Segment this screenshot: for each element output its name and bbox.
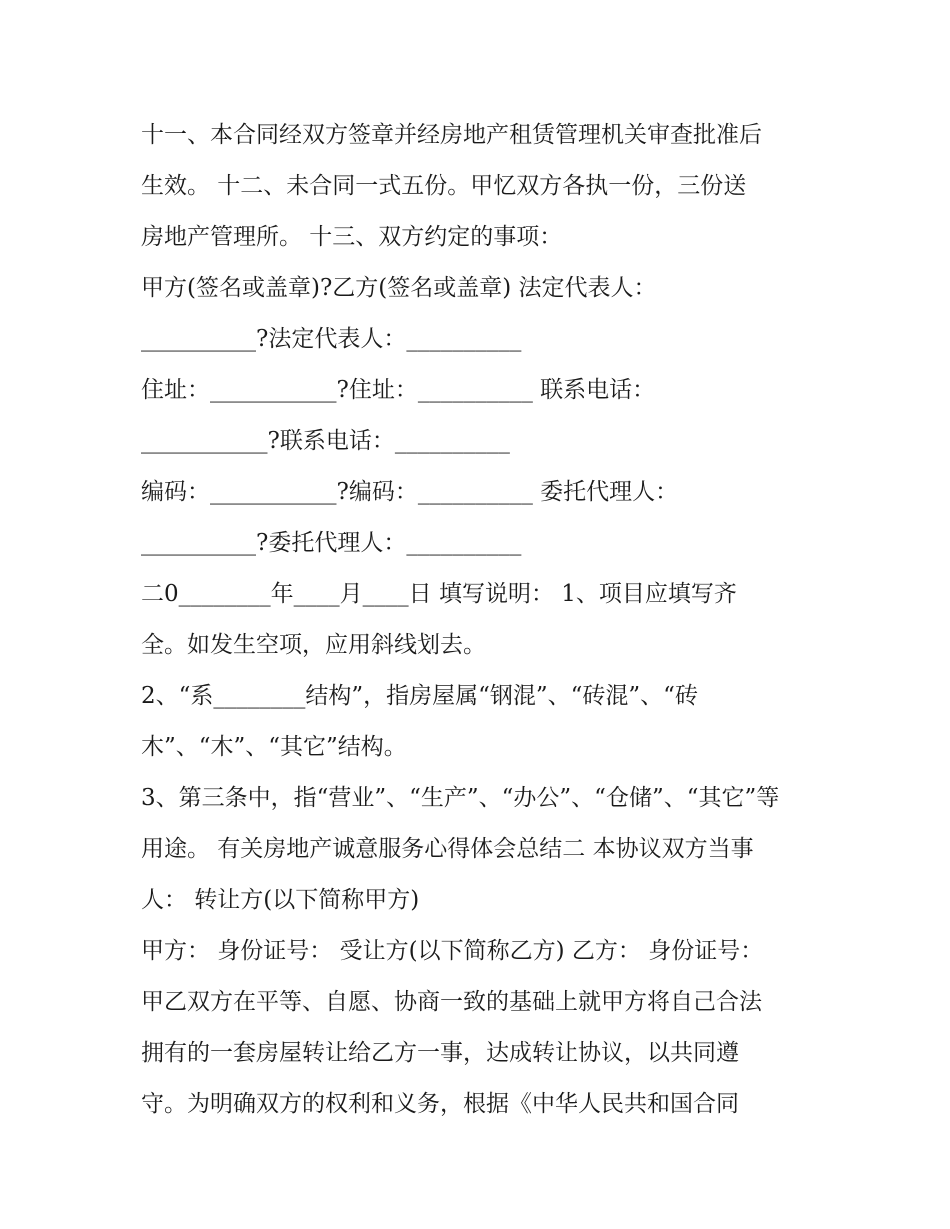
- text-line: ___________?联系电话：__________: [141, 428, 510, 454]
- text-line: __________?委托代理人：__________: [141, 530, 522, 556]
- text-line: 木”、“木”、“其它”结构。: [141, 734, 407, 760]
- text-line: 房地产管理所。 十三、双方约定的事项：: [141, 224, 563, 250]
- text-line: 甲方(签名或盖章)?乙方(签名或盖章) 法定代表人：: [141, 275, 657, 301]
- text-line: __________?法定代表人：__________: [141, 326, 522, 352]
- text-line: 守。为明确双方的权利和义务，根据《中华人民共和国合同: [141, 1091, 739, 1117]
- text-line: 3、第三条中，指“营业”、“生产”、“办公”、“仓储”、“其它”等: [141, 785, 780, 811]
- text-line: 甲乙双方在平等、自愿、协商一致的基础上就甲方将自己合法: [141, 989, 762, 1015]
- text-line: 二0________年____月____日 填写说明： 1、项目应填写齐: [141, 581, 737, 607]
- text-line: 甲方： 身份证号： 受让方(以下简称乙方) 乙方： 身份证号：: [141, 938, 764, 964]
- text-line: 十一、本合同经双方签章并经房地产租赁管理机关审查批准后: [141, 122, 762, 148]
- document-body: [141, 110, 831, 1130]
- text-line: 人： 转让方(以下简称甲方): [141, 887, 420, 913]
- text-line: 编码：___________?编码：__________ 委托代理人：: [141, 479, 679, 505]
- text-line: 全。如发生空项，应用斜线划去。: [141, 632, 486, 658]
- text-line: 用途。 有关房地产诚意服务心得体会总结二 本协议双方当事: [141, 836, 754, 862]
- text-line: 拥有的一套房屋转让给乙方一事，达成转让协议，以共同遵: [141, 1040, 739, 1066]
- text-line: 2、“系________结构”，指房屋属“钢混”、“砖混”、“砖: [141, 683, 698, 709]
- text-line: 住址：___________?住址：__________ 联系电话：: [141, 377, 656, 403]
- text-line: 生效。 十二、未合同一式五份。甲忆双方各执一份，三份送: [141, 173, 747, 199]
